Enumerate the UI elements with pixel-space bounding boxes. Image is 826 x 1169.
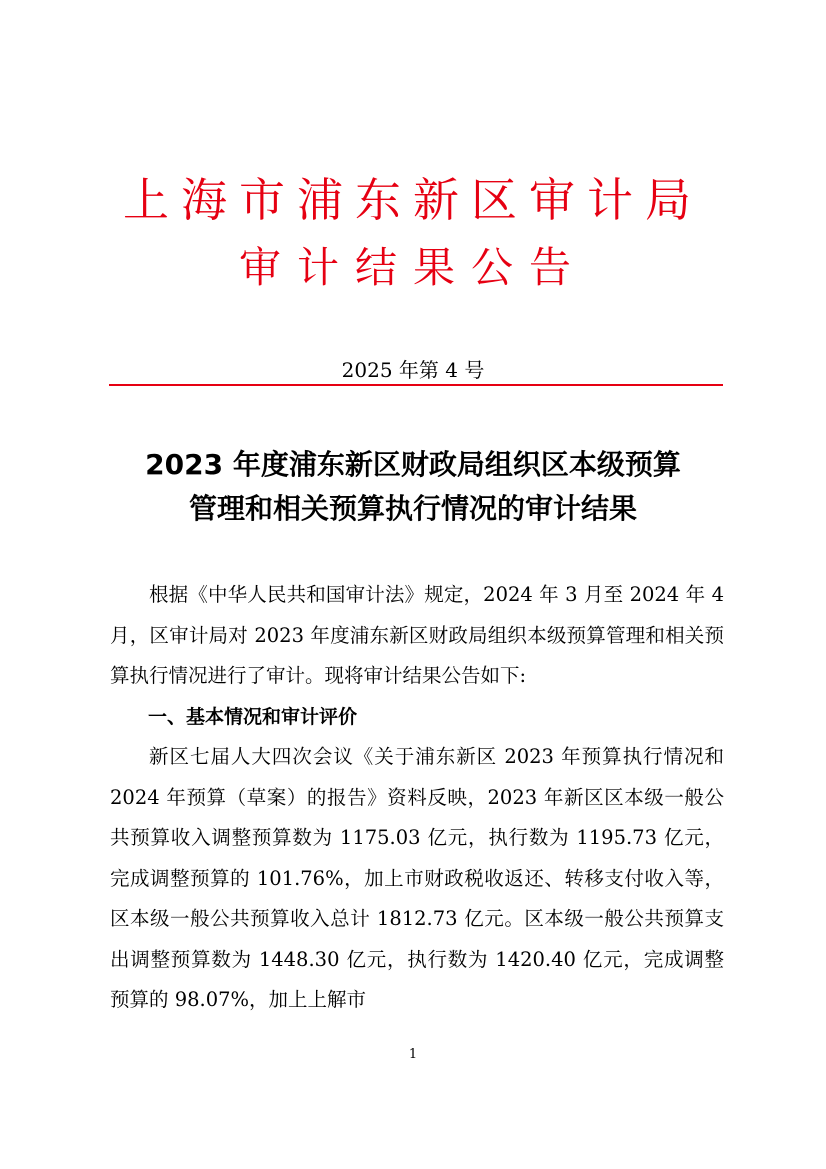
red-divider-line: [109, 384, 723, 386]
title-line-1: 2023 年度浦东新区财政局组织区本级预算: [145, 448, 681, 481]
document-number: 2025 年第 4 号: [341, 358, 485, 382]
document-body: [110, 575, 724, 1021]
document-type-header: 审计结果公告: [238, 243, 587, 292]
page-number: 1: [408, 1047, 418, 1062]
title-line-2: 管理和相关预算执行情况的审计结果: [188, 492, 637, 525]
intro-paragraph: 根据《中华人民共和国审计法》规定，2024 年 3 月至 2024 年 4 月，区审计局对 2023 年度浦东新区财政局组织本级预算管理和相关预算执行情况进行了审计。现将审计结果公告如下:: [110, 583, 724, 687]
section-1-heading: 一、基本情况和审计评价: [148, 705, 358, 728]
agency-name-header: 上海市浦东新区审计局: [123, 173, 703, 227]
section-1-paragraph: 新区七届人大四次会议《关于浦东新区 2023 年预算执行情况和 2024 年预算（草案）的报告》资料反映，2023 年新区区本级一般公共预算收入调整预算数为 1175.03 亿元，执行数为 1195.73 亿元，完成调整预算的 101.76%，加上市财政税收返还、转移支付收入等，区本级一般公共预算收入总计 1812.73 亿元。区本级一般公共预算支出调整预算数为 1448.30 亿元，执行数为 1420.40 亿元，完成调整预算的 98.07%，加上上解市: [110, 745, 724, 1011]
document-title: [60, 443, 766, 531]
